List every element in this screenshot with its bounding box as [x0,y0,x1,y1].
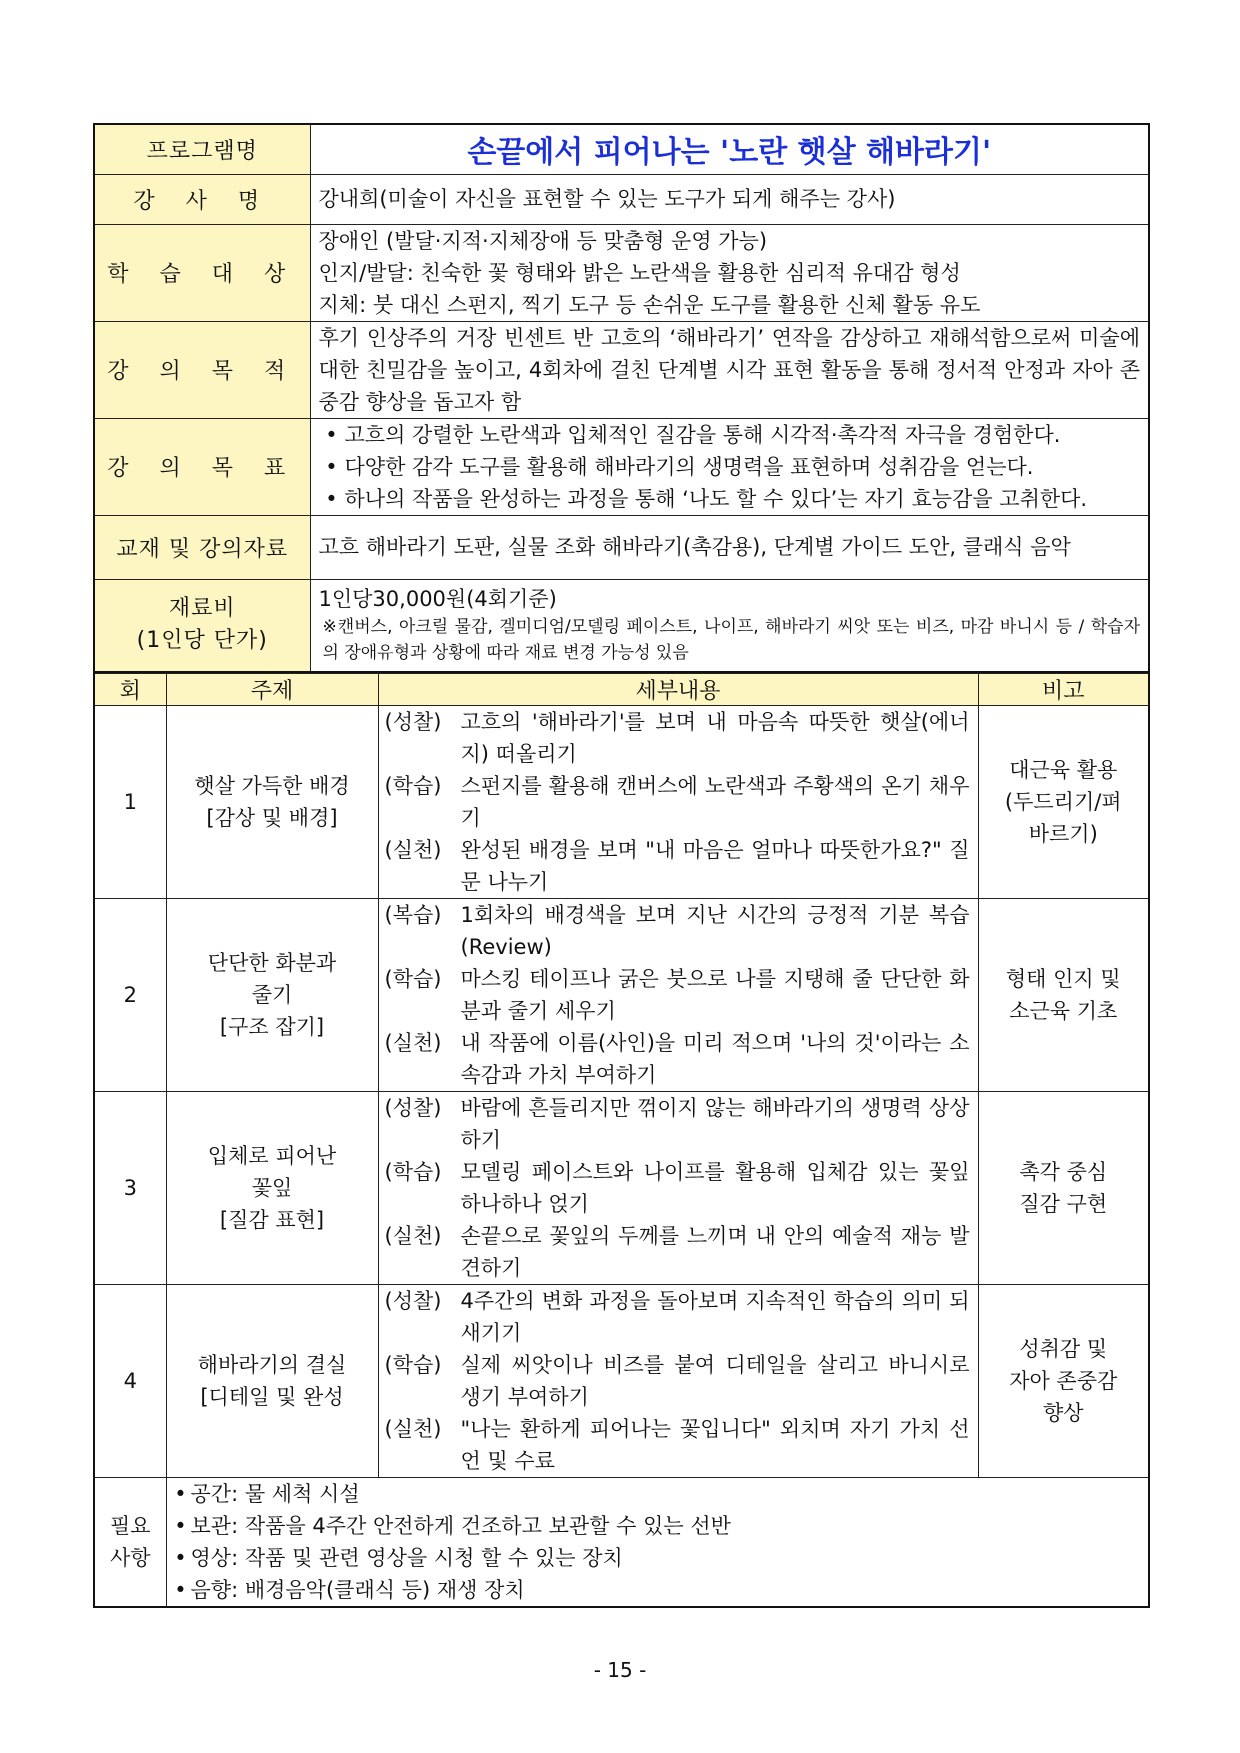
materials-label: 교재 및 강의자료 [94,515,310,579]
program-name-label: 프로그램명 [94,124,310,174]
goal-list [310,418,1149,515]
target-value [310,224,1149,321]
goal-item: • 다양한 감각 도구를 활용해 해바라기의 생명력을 표현하며 성취감을 얻는다. [325,454,1034,479]
target-line: 장애인 (발달·지적·지체장애 등 맞춤형 운영 가능) [318,228,768,253]
requirements-list [166,1478,1149,1608]
session-topic: 입체로 피어난 꽃잎 [질감 표현] [166,1092,378,1285]
instructor-value: 강내희(미술이 자신을 표현할 수 있는 도구가 되게 해주는 강사) [310,174,1149,224]
header-topic: 주제 [166,674,378,706]
schedule-header-row [94,674,1149,706]
table-row [94,1285,1149,1478]
goal-item: • 고흐의 강렬한 노란색과 입체적인 질감을 통해 시각적·촉각적 자극을 경험한다. [325,422,1061,447]
session-details [378,899,978,1092]
requirement-item: • 영상: 작품 및 관련 영상을 시청 할 수 있는 장치 [174,1546,623,1570]
detail-line: (실천) "나는 환하게 피어나는 꽃입니다" 외치며 자기 가치 선언 및 수료 [384,1417,970,1473]
target-line: 지체: 붓 대신 스펀지, 찍기 도구 등 손쉬운 도구를 활용한 신체 활동 유도 [318,292,981,317]
detail-line: (학습) 실제 씨앗이나 비즈를 붙여 디테일을 살리고 바니시로 생기 부여하기 [384,1353,970,1409]
goal-item: • 하나의 작품을 완성하는 과정을 통해 ‘나도 할 수 있다’는 자기 효능감을 고취한다. [325,486,1088,511]
session-topic: 햇살 가득한 배경 [감상 및 배경] [166,706,378,899]
detail-line: (복습) 1회차의 배경색을 보며 지난 시간의 긍정적 기분 복습(Review) [384,903,970,959]
instructor-label: 강 사 명 [94,174,310,224]
program-sheet [93,123,1150,1608]
materials-value: 고흐 해바라기 도판, 실물 조화 해바라기(촉감용), 단계별 가이드 도안, 클래식 음악 [310,515,1149,579]
cost-value-cell [310,579,1149,672]
detail-line: (성찰) 바람에 흔들리지만 꺾이지 않는 해바라기의 생명력 상상하기 [384,1096,970,1152]
goal-label: 강 의 목 표 [94,418,310,515]
header-note: 비고 [978,674,1149,706]
requirement-item: • 공간: 물 세척 시설 [174,1482,360,1506]
header-session: 회 [94,674,166,706]
table-row [94,706,1149,899]
detail-line: (학습) 마스킹 테이프나 굵은 붓으로 나를 지탱해 줄 단단한 화분과 줄기 세우기 [384,967,970,1023]
requirement-item: • 음향: 배경음악(클래식 등) 재생 장치 [174,1578,525,1602]
session-number: 1 [94,706,166,899]
schedule-table [93,673,1150,1608]
detail-line: (학습) 모델링 페이스트와 나이프를 활용해 입체감 있는 꽃잎 하나하나 얹기 [384,1160,970,1216]
target-label: 학 습 대 상 [94,224,310,321]
page-number: - 15 - [593,1658,647,1682]
session-note: 대근육 활용 (두드리기/펴 바르기) [978,706,1149,899]
purpose-value: 후기 인상주의 거장 빈센트 반 고흐의 ‘해바라기’ 연작을 감상하고 재해석함으로써 미술에 대한 친밀감을 높이고, 4회차에 걸친 단계별 시각 표현 활동을 통해 정서적 안정과 자아 존중감 향상을 돕고자 함 [310,321,1149,418]
session-details [378,1092,978,1285]
session-number: 3 [94,1092,166,1285]
program-info-table [93,123,1150,673]
detail-line: (학습) 스펀지를 활용해 캔버스에 노란색과 주황색의 온기 채우기 [384,774,970,830]
table-row [94,899,1149,1092]
cost-label: 재료비 (1인당 단가) [94,579,310,672]
session-topic: 해바라기의 결실 [디테일 및 완성 [166,1285,378,1478]
session-note: 형태 인지 및 소근육 기초 [978,899,1149,1092]
requirements-label: 필요 사항 [94,1478,166,1608]
session-note: 성취감 및 자아 존중감 향상 [978,1285,1149,1478]
requirements-row [94,1478,1149,1608]
cost-value: 1인당30,000원(4회기준) [318,587,557,612]
session-number: 4 [94,1285,166,1478]
requirement-item: • 보관: 작품을 4주간 안전하게 건조하고 보관할 수 있는 선반 [174,1514,731,1538]
detail-line: (성찰) 고흐의 '해바라기'를 보며 내 마음속 따뜻한 햇살(에너지) 떠올리기 [384,710,970,766]
detail-line: (실천) 손끝으로 꽃잎의 두께를 느끼며 내 안의 예술적 재능 발견하기 [384,1224,970,1280]
table-row [94,1092,1149,1285]
header-details: 세부내용 [378,674,978,706]
session-note: 촉각 중심 질감 구현 [978,1092,1149,1285]
session-topic: 단단한 화분과 줄기 [구조 잡기] [166,899,378,1092]
program-title: 손끝에서 피어나는 '노란 햇살 해바라기' [310,124,1149,174]
purpose-label: 강 의 목 적 [94,321,310,418]
cost-note: ※캔버스, 아크릴 물감, 겔미디엄/모델링 페이스트, 나이프, 해바라기 씨앗 또는 비즈, 마감 바니시 등 / 학습자의 장애유형과 상황에 따라 재료 변경 가능성 있음 [322,617,1140,664]
session-number: 2 [94,899,166,1092]
detail-line: (성찰) 4주간의 변화 과정을 돌아보며 지속적인 학습의 의미 되새기기 [384,1289,970,1345]
session-details [378,706,978,899]
detail-line: (실천) 완성된 배경을 보며 "내 마음은 얼마나 따뜻한가요?" 질문 나누기 [384,838,970,894]
session-details [378,1285,978,1478]
target-line: 인지/발달: 친숙한 꽃 형태와 밝은 노란색을 활용한 심리적 유대감 형성 [318,260,961,285]
detail-line: (실천) 내 작품에 이름(사인)을 미리 적으며 '나의 것'이라는 소속감과 가치 부여하기 [384,1031,970,1087]
